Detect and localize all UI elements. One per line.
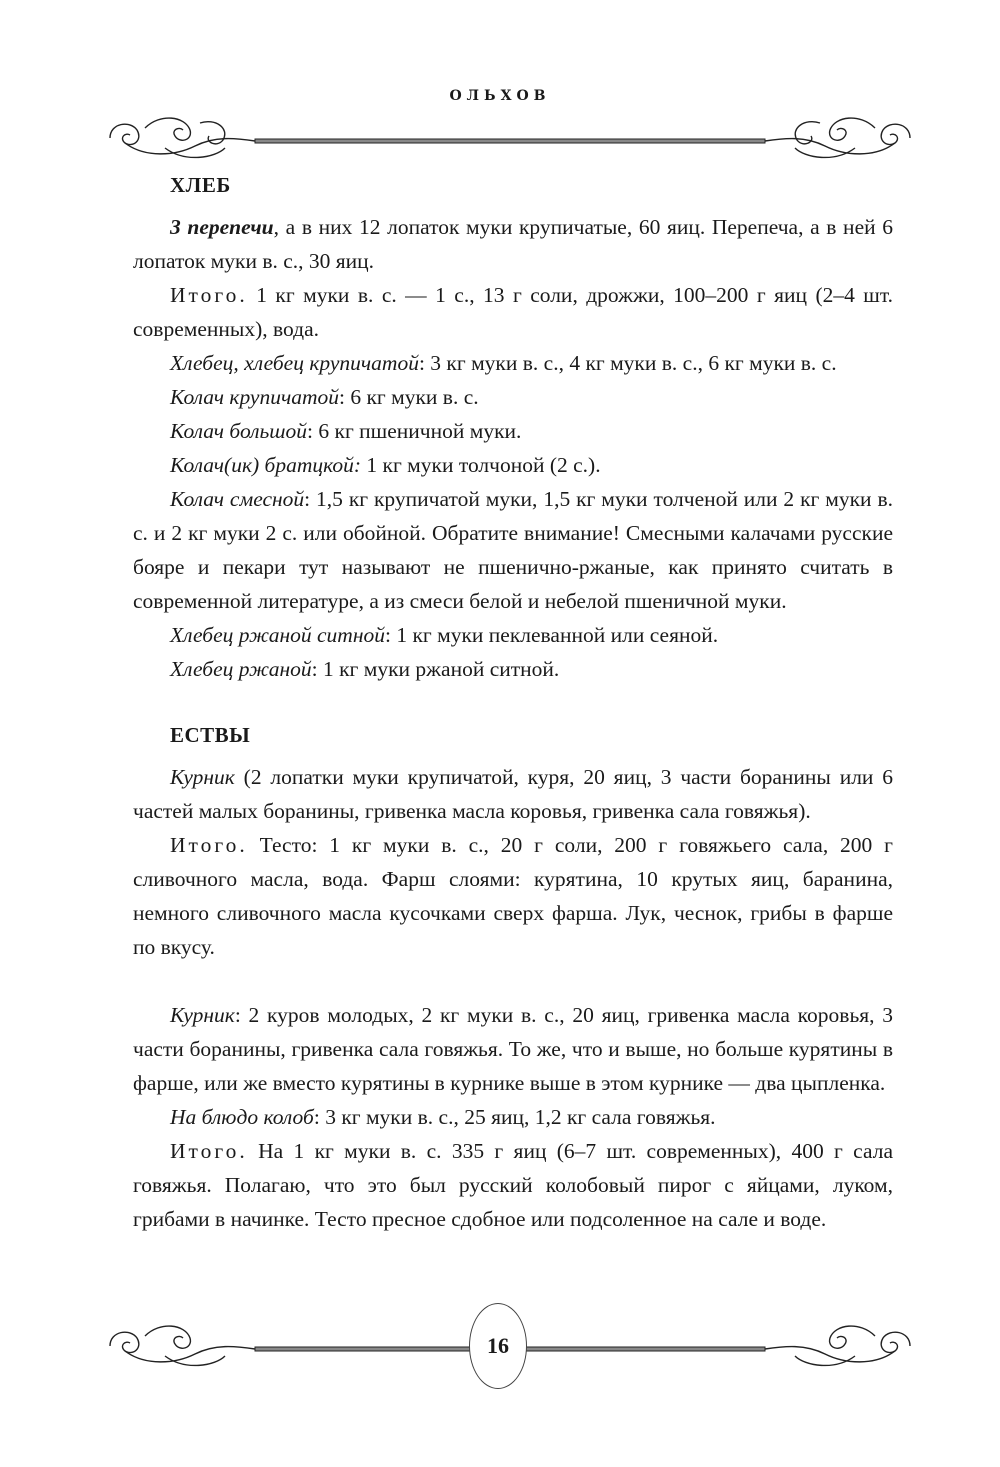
paragraph-lead: Хлебец ржаной [170,657,312,681]
page-body [133,168,893,1236]
paragraph-text: : 6 кг муки в. с. [339,385,479,409]
paragraph-text: : 2 куров молодых, 2 кг муки в. с., 20 яиц, гривенка масла коровья, 3 части боранины, гривенка сала говяжья. То же, что и выше, но больше курятины в фарше, или же вместо курятины в курнике выше в этом курнике — два цыпленка. [133,1003,893,1095]
paragraph-lead: 3 перепечи [170,215,274,239]
paragraph-text: : 1 кг муки пеклеванной или сеяной. [385,623,719,647]
paragraph-lead: Хлебец, хлебец крупичатой [170,351,419,375]
paragraph-text: : 6 кг пшеничной муки. [307,419,522,443]
paragraph-text: : 3 кг муки в. с., 4 кг муки в. с., 6 кг муки в. с. [418,351,837,375]
paragraph [133,346,893,380]
paragraph-text: : 3 кг муки в. с., 25 яиц, 1,2 кг сала говяжья. [313,1105,716,1129]
paragraph [133,652,893,686]
paragraph-lead: Хлебец ржаной ситной [170,623,385,647]
paragraph [133,998,893,1100]
paragraph-lead: Колач смесной [170,487,305,511]
paragraph-text: : 1 кг муки ржаной ситной. [311,657,560,681]
paragraph-lead: Курник [170,1003,235,1027]
paragraph [133,760,893,828]
paragraph [133,278,893,346]
paragraph [133,828,893,964]
running-head: ОЛЬХОВ [449,88,551,104]
paragraph-text: (2 лопатки муки крупичатой, куря, 20 яиц, 3 части боранины или 6 частей малых боранины, гривенка масла коровья, гривенка сала говяжья). [133,765,893,823]
paragraph-text: : 1,5 кг крупичатой муки, 1,5 кг муки толченой или 2 кг муки в. с. и 2 кг муки 2 с. или обойной. Обратите внимание! Смесными калачами русские бояре и пекари тут называют не пшенично-ржаные, как принято считать в современной литературе, а из смеси белой и небелой пшеничной муки. [133,487,893,613]
paragraph [133,414,893,448]
paragraph-text: Тесто: 1 кг муки в. с., 20 г соли, 200 г говяжьего сала, 200 г сливочного масла, вода. Фарш слоями: курятина, 10 крутых яиц, баранина, немного сливочного масла кусочками сверх фарша. Лук, чеснок, грибы в фарше по вкусу. [133,833,893,959]
paragraph-text: На 1 кг муки в. с. 335 г яиц (6–7 шт. современных), 400 г сала говяжья. Полагаю, что это был русский колобовый пирог с яйцами, луком, грибами в начинке. Тесто пресное сдобное или подсоленное на сале и воде. [133,1139,893,1231]
paragraph-text: 1 кг муки толчоной (2 с.). [361,453,601,477]
paragraph-lead: Итого. [170,1139,248,1163]
paragraph-lead: Итого. [170,283,248,307]
section-title-bread: ХЛЕБ [170,173,231,197]
page-number: 16 [469,1303,527,1389]
paragraph-lead: Колач большой [170,419,308,443]
section-title-dishes: ЕСТВЫ [170,723,251,747]
paragraph-lead: Курник [170,765,235,789]
paragraph-lead: На блюдо колоб [170,1105,314,1129]
paragraph [133,618,893,652]
paragraph [133,210,893,278]
paragraph [133,448,893,482]
paragraph-lead: Итого. [170,833,248,857]
paragraph-text: 1 кг муки в. с. — 1 с., 13 г соли, дрожжи, 100–200 г яиц (2–4 шт. современных), вода. [133,283,893,341]
paragraph-lead: Колач(ик) братцкой: [170,453,362,477]
paragraph-text: , а в них 12 лопаток муки крупичатые, 60 яиц. Перепеча, а в ней 6 лопаток муки в. с., 30 яиц. [133,215,893,273]
paragraph [133,1100,893,1134]
paragraph [133,1134,893,1236]
paragraph [133,482,893,618]
paragraph [133,380,893,414]
paragraph-lead: Колач крупичатой [170,385,340,409]
header-ornament-divider [105,108,915,168]
